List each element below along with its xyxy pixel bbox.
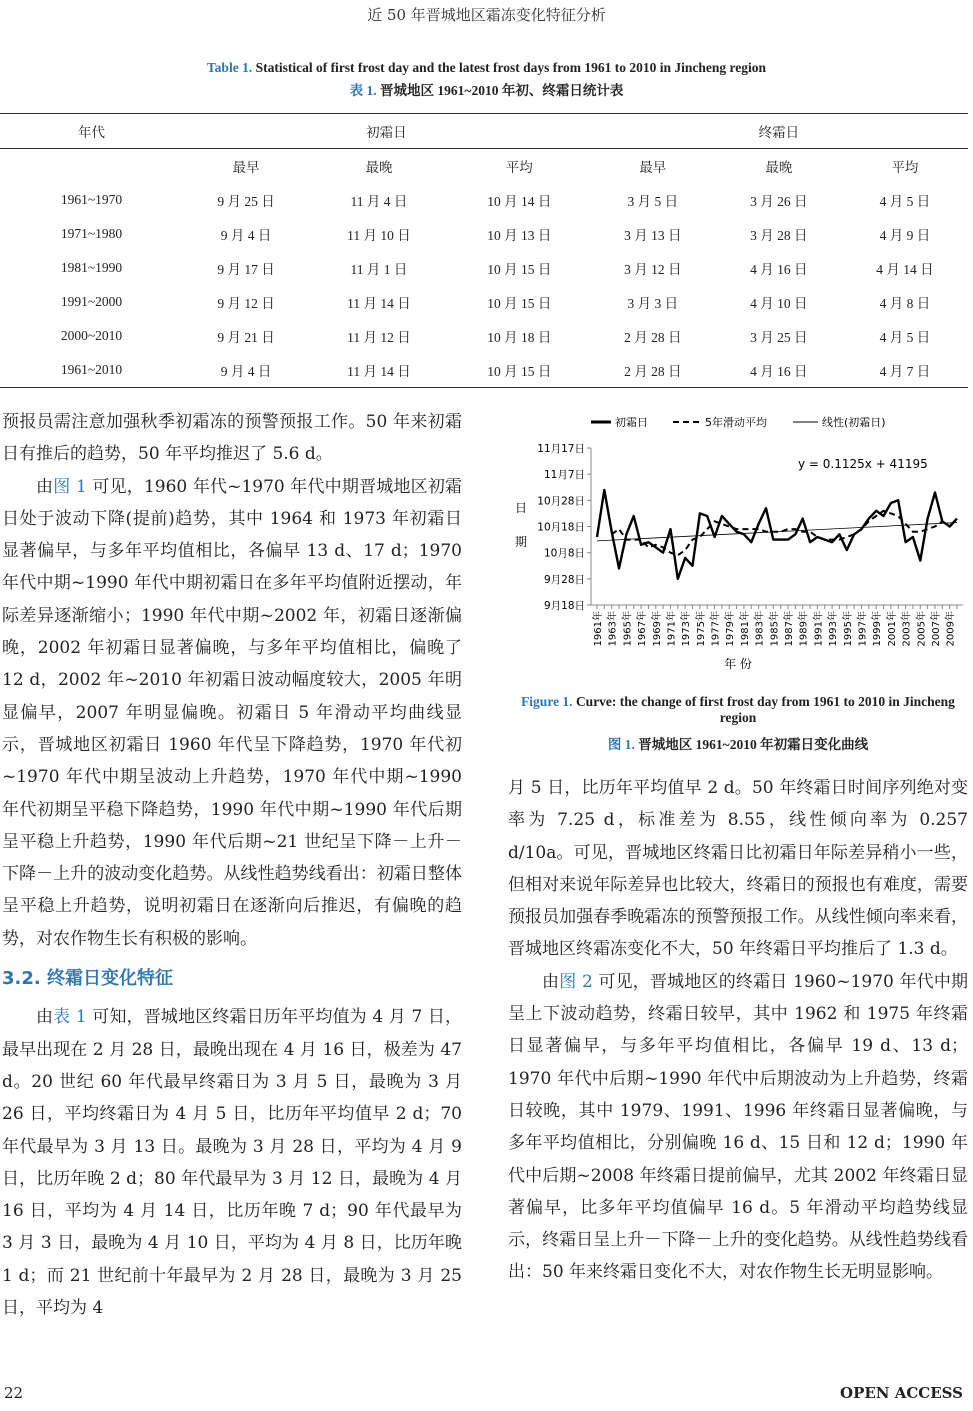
table-cell: 3 月 5 日 — [627, 194, 679, 209]
x-tick-label: 1987年 — [784, 611, 796, 647]
right-column — [508, 772, 968, 1289]
y-axis-label-part: 日 — [515, 501, 528, 515]
y-tick-label: 10月8日 — [543, 547, 585, 560]
header-first-frost: 初霜日 — [183, 114, 590, 149]
x-tick-label: 2007年 — [930, 611, 942, 647]
table-cell: 11 月 14 日 — [309, 353, 449, 388]
x-tick-label: 1981年 — [739, 611, 751, 647]
x-tick-label: 2005年 — [916, 611, 928, 647]
legend-label: 线性(初霜日) — [822, 416, 886, 429]
figure-caption-en-text: Curve: the change of first frost day from 1961 to 2010 in Jincheng region — [575, 694, 955, 725]
open-access-label: OPEN ACCESS — [840, 1384, 963, 1402]
table-cell: 1971~1980 — [60, 226, 123, 241]
x-tick-label: 1991年 — [813, 611, 825, 647]
subheader-cell: 平均 — [891, 160, 919, 175]
running-title: 近 50 年晋城地区霜冻变化特征分析 — [367, 6, 606, 24]
table-label-cn: 表 1. — [349, 83, 377, 98]
table-cell: 10 月 15 日 — [487, 262, 552, 277]
paragraph-text: 可见，晋城地区的终霜日 1960~1970 年代中期呈上下波动趋势，终霜日较早，其中 1962 和 1975 年终霜日显著偏早，与多年平均值相比，各偏早 19 d、13 d；1970 年代中后期~1990 年代中后期波动为上升趋势，终霜日较晚，其中 1979、1991、1996 年终霜日显著偏晚，与多年平均值相比，分别偏晚 16 d、15 日和 12 d；1990 年代中后期~2008 年终霜日提前偏早，尤其 2002 年终霜日显著偏早，比多年平均值偏早 16 d。5 年滑动平均趋势线显示，终霜日呈上升－下降－上升的变化趋势。从线性趋势线看出：50 年来终霜日变化不大，对农作物生长无明显影响。 — [508, 971, 969, 1283]
legend-label: 初霜日 — [615, 416, 648, 429]
table-cell: 2 月 28 日 — [590, 353, 716, 388]
y-tick-label: 10月28日 — [537, 495, 585, 508]
figure-caption-en — [503, 694, 973, 726]
table-row — [0, 251, 968, 285]
x-tick-label: 1965年 — [622, 611, 634, 647]
table-cell: 1961~2010 — [0, 353, 183, 388]
table-cell: 4 月 5 日 — [879, 194, 931, 209]
table-cell: 4 月 5 日 — [879, 330, 931, 345]
subheader-cell: 平均 — [505, 160, 533, 175]
left-column — [2, 406, 462, 1324]
table-subheader-row — [0, 149, 968, 184]
x-tick-label: 1989年 — [798, 611, 810, 647]
table-cell: 2 月 28 日 — [624, 330, 682, 345]
table-cell: 4 月 7 日 — [842, 353, 968, 388]
x-tick-label: 1993年 — [828, 611, 840, 647]
x-tick-label: 1985年 — [769, 611, 781, 647]
x-tick-label: 1983年 — [754, 611, 766, 647]
x-tick-label: 1967年 — [637, 611, 649, 647]
x-tick-label: 1977年 — [710, 611, 722, 647]
table-cell: 4 月 16 日 — [716, 353, 842, 388]
table-caption-cn-text: 晋城地区 1961~2010 年初、终霜日统计表 — [380, 83, 624, 98]
x-axis-label: 年 份 — [724, 657, 752, 671]
figure-2-ref-link[interactable]: 图 2 — [559, 971, 593, 992]
x-tick-label: 1963年 — [607, 611, 619, 647]
table-cell: 11 月 1 日 — [350, 262, 408, 277]
x-tick-label: 1971年 — [666, 611, 678, 647]
table-cell: 3 月 3 日 — [627, 296, 679, 311]
subheader-cell: 最晚 — [365, 160, 393, 175]
table-cell: 4 月 8 日 — [879, 296, 931, 311]
table-cell: 10 月 15 日 — [449, 353, 590, 388]
table-label-en: Table 1. — [206, 60, 253, 75]
table-cell: 10 月 14 日 — [487, 194, 552, 209]
y-tick-label: 10月18日 — [537, 521, 585, 534]
header-last-frost: 终霜日 — [590, 114, 968, 149]
x-tick-label: 1997年 — [857, 611, 869, 647]
first-frost-line — [597, 490, 957, 579]
paragraph-text: 可见，1960 年代~1970 年代中期晋城地区初霜日处于波动下降(提前)趋势，其中 1964 和 1973 年初霜日显著偏早，与多年平均值相比，各偏早 13 d、17 d；1970 年代中期~1990 年代中期初霜日在多年平均值附近摆动，年际差异逐渐缩小；1990 年代中期~2002 年，初霜日逐渐偏晚，2002 年初霜日显著偏晚，与多年平均值相比，偏晚了 12 d，2002 年~2010 年初霜日波动幅度较大，2005 年明显偏早，2007 年明显偏晚。初霜日 5 年滑动平均曲线显示，晋城地区初霜日 1960 年代呈下降趋势，1970 年代初~1970 年代中期呈波动上升趋势，1970 年代中期~1990 年代初期呈平稳下降趋势，1990 年代中期~1990 年代后期呈平稳上升趋势，1990 年代后期~21 世纪呈下降－上升－下降－上升的波动变化趋势。从线性趋势线看出：初霜日整体呈平稳上升趋势，说明初霜日在逐渐向后推迟，有偏晚的趋势，对农作物生长有积极的影响。 — [2, 476, 463, 949]
header-era: 年代 — [0, 114, 183, 149]
x-tick-label: 1973年 — [681, 611, 693, 647]
table-cell: 10 月 15 日 — [487, 296, 552, 311]
table-cell: 4 月 16 日 — [750, 262, 808, 277]
table-cell: 9 月 17 日 — [217, 262, 275, 277]
paragraph-text: 由 — [36, 476, 54, 497]
table-cell: 4 月 9 日 — [879, 228, 931, 243]
table-cell: 9 月 4 日 — [183, 353, 309, 388]
x-tick-label: 1975年 — [695, 611, 707, 647]
x-axis — [591, 605, 963, 646]
table-caption-en — [0, 60, 973, 76]
figure-label-cn: 图 1. — [607, 737, 635, 752]
table-cell: 3 月 12 日 — [624, 262, 682, 277]
x-tick-label: 2001年 — [886, 611, 898, 647]
table-cell: 10 月 13 日 — [487, 228, 552, 243]
figure-1-chart — [503, 400, 973, 685]
table-cell: 4 月 10 日 — [750, 296, 808, 311]
table-cell: 11 月 4 日 — [350, 194, 408, 209]
figure-1-ref-link[interactable]: 图 1 — [53, 476, 87, 497]
table-header-row — [0, 114, 968, 149]
table-cell: 3 月 25 日 — [750, 330, 808, 345]
table-row — [0, 353, 968, 388]
subheader-cell: 最早 — [232, 160, 260, 175]
figure-label-en: Figure 1. — [521, 694, 573, 709]
page-number: 22 — [4, 1384, 24, 1402]
paragraph — [508, 966, 968, 1289]
frost-stats-table — [0, 113, 968, 388]
y-tick-label: 9月18日 — [543, 600, 585, 612]
table-cell: 3 月 28 日 — [750, 228, 808, 243]
subheader-cell: 最晚 — [765, 160, 793, 175]
section-heading: 3.2. 终霜日变化特征 — [2, 968, 173, 990]
table-cell: 9 月 21 日 — [217, 330, 275, 345]
y-axis-label — [515, 501, 531, 549]
paragraph-text: 可知，晋城地区终霜日历年平均值为 4 月 7 日，最早出现在 2 月 28 日，最晚出现在 4 月 16 日，极差为 47 d。20 世纪 60 年代最早终霜日为 3 月 5 日，最晚为 3 月 26 日，平均终霜日为 4 月 5 日，比历年平均值早 2 d；70 年代最早为 3 月 13 日。最晚为 3 月 28 日，平均为 4 月 9 日，比历年晚 2 d；80 年代最早为 3 月 12 日，最晚为 4 月 16 日，平均为 4 月 14 日，比历年晚 7 d；90 年代最早为 3 月 3 日，最晚为 4 月 10 日，平均为 4 月 8 日，比历年晚 1 d；而 21 世纪前十年最早为 2 月 28 日，最晚为 3 月 25 日，平均为 4 — [2, 1007, 463, 1319]
trend-equation: y = 0.1125x + 41195 — [798, 457, 928, 471]
x-tick-label: 1969年 — [651, 611, 663, 647]
table-row — [0, 183, 968, 217]
subheader-cell: 最早 — [639, 160, 667, 175]
table-cell: 11 月 14 日 — [347, 296, 411, 311]
table-row — [0, 319, 968, 353]
figure-caption-cn-text: 晋城地区 1961~2010 年初霜日变化曲线 — [638, 737, 869, 752]
y-tick-label: 11月17日 — [537, 443, 585, 455]
x-tick-label: 1961年 — [593, 611, 604, 647]
table-caption-en-text: Statistical of first frost day and the latest frost days from 1961 to 2010 in Jincheng region — [255, 60, 767, 75]
table-1-ref-link[interactable]: 表 1 — [53, 1007, 87, 1028]
figure-caption-cn — [503, 733, 973, 753]
table-cell: 10 月 18 日 — [487, 330, 552, 345]
x-tick-label: 1995年 — [842, 611, 854, 647]
y-tick-label: 11月7日 — [543, 469, 585, 482]
table-cell: 1961~1970 — [60, 192, 123, 207]
table-cell: 1991~2000 — [60, 294, 123, 309]
table-cell: 9 月 4 日 — [220, 228, 272, 243]
paragraph — [2, 471, 462, 955]
x-tick-label: 1979年 — [725, 611, 737, 647]
paragraph-text: 由 — [36, 1007, 54, 1028]
table-cell: 3 月 26 日 — [750, 194, 808, 209]
chart-series — [597, 490, 957, 579]
table-cell: 9 月 25 日 — [217, 194, 275, 209]
paragraph-text: 由 — [542, 971, 560, 992]
table-cell: 1981~1990 — [60, 260, 123, 275]
table-cell: 3 月 13 日 — [624, 228, 682, 243]
paragraph — [2, 1001, 462, 1324]
chart-legend — [591, 415, 886, 429]
y-axis — [537, 443, 591, 612]
table-cell: 11 月 12 日 — [347, 330, 411, 345]
paragraph: 月 5 日，比历年平均值早 2 d。50 年终霜日时间序列绝对变率为 7.25 d，标准差为 8.55，线性倾向率为 0.257 d/10a。可见，晋城地区终霜日比初霜日年际差异稍小一些，但相对来说年际差异也比较大，终霜日的预报也有难度，需要预报员加强春季晚霜冻的预警预报工作。从线性倾向率来看，晋城地区终霜冻变化不大，50 年终霜日平均推后了 1.3 d。 — [508, 778, 968, 960]
table-row — [0, 285, 968, 319]
table-cell: 9 月 12 日 — [217, 296, 275, 311]
y-axis-label-part: 期 — [515, 535, 528, 549]
table-cell: 4 月 14 日 — [876, 262, 934, 277]
table-row — [0, 217, 968, 251]
table-cell: 2000~2010 — [60, 328, 123, 343]
paragraph: 预报员需注意加强秋季初霜冻的预警预报工作。50 年来初霜日有推后的趋势，50 年平均推迟了 5.6 d。 — [2, 412, 462, 465]
x-tick-label: 2009年 — [945, 611, 957, 647]
subheader-empty — [0, 149, 183, 184]
moving-average-line — [612, 511, 943, 556]
legend-label: 5年滑动平均 — [705, 416, 767, 429]
table-caption-cn — [0, 79, 973, 99]
x-tick-label: 1999年 — [872, 611, 884, 647]
y-tick-label: 9月28日 — [543, 573, 585, 586]
table-cell: 11 月 10 日 — [347, 228, 411, 243]
x-tick-label: 2003年 — [901, 611, 913, 647]
